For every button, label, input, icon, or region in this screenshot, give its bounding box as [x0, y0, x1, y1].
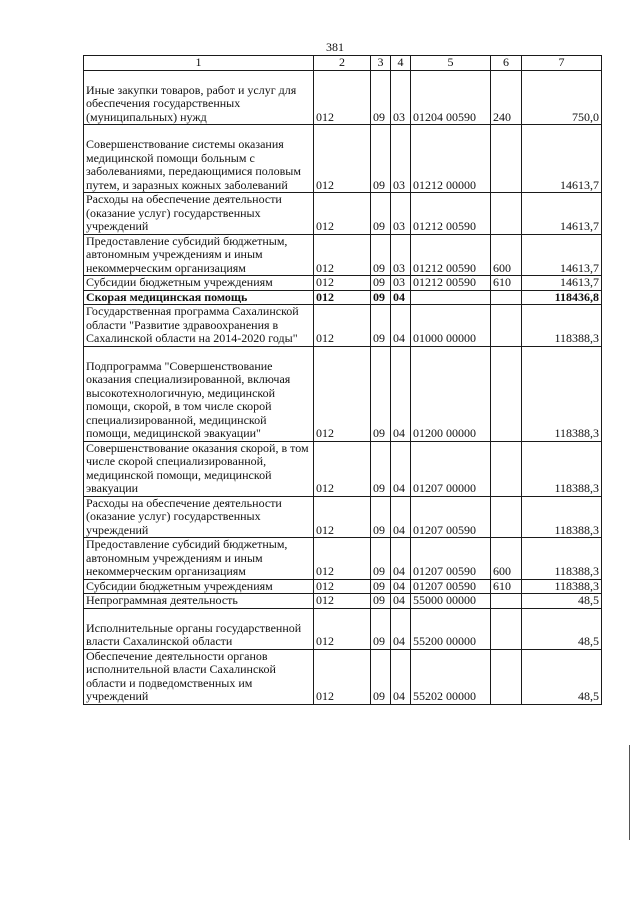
row-code-csr: 01212 00000 — [411, 125, 491, 193]
row-code-vr — [491, 496, 522, 538]
table-row — [84, 608, 602, 649]
row-code-rz: 09 — [371, 538, 391, 580]
row-name: Расходы на обеспечение деятельности (оказание услуг) государственных учреждений — [84, 496, 314, 538]
row-code-vr — [491, 346, 522, 441]
row-code-vr — [491, 608, 522, 649]
row-code-gr: 012 — [314, 71, 371, 125]
row-amount: 14613,7 — [522, 234, 602, 276]
row-code-gr: 012 — [314, 496, 371, 538]
row-code-gr: 012 — [314, 594, 371, 609]
row-code-rz: 09 — [371, 276, 391, 291]
row-amount: 118388,3 — [522, 441, 602, 496]
table-row — [84, 305, 602, 347]
row-code-csr: 01212 00590 — [411, 234, 491, 276]
row-amount: 14613,7 — [522, 125, 602, 193]
row-name: Исполнительные органы государственной власти Сахалинской области — [84, 608, 314, 649]
row-code-pr: 03 — [391, 276, 411, 291]
row-name: Предоставление субсидий бюджетным, автономным учреждениям и иным некоммерческим организациям — [84, 234, 314, 276]
row-name: Предоставление субсидий бюджетным, автономным учреждениям и иным некоммерческим организациям — [84, 538, 314, 580]
row-name: Совершенствование системы оказания медицинской помощи больным с заболеваниями, передающимися половым путем, и заразных кожных заболеваний — [84, 125, 314, 193]
row-code-pr: 03 — [391, 71, 411, 125]
row-code-gr: 012 — [314, 276, 371, 291]
column-header: 1 — [84, 56, 314, 71]
row-code-gr: 012 — [314, 608, 371, 649]
row-code-rz: 09 — [371, 125, 391, 193]
row-name: Иные закупки товаров, работ и услуг для обеспечения государственных (муниципальных) нужд — [84, 71, 314, 125]
row-name: Подпрограмма "Совершенствование оказания специализированной, включая высокотехнологичную, медицинской помощи, скорой, в том числе скорой специализированной, медицинской помощи, медицинской эвакуации" — [84, 346, 314, 441]
row-code-pr: 04 — [391, 594, 411, 609]
row-amount: 48,5 — [522, 649, 602, 704]
row-code-pr: 03 — [391, 234, 411, 276]
row-name: Государственная программа Сахалинской области "Развитие здравоохранения в Сахалинской области на 2014-2020 годы" — [84, 305, 314, 347]
row-code-gr: 012 — [314, 305, 371, 347]
row-name: Субсидии бюджетным учреждениям — [84, 276, 314, 291]
row-code-pr: 04 — [391, 441, 411, 496]
row-code-vr: 600 — [491, 234, 522, 276]
row-code-gr: 012 — [314, 649, 371, 704]
column-header: 3 — [371, 56, 391, 71]
row-amount: 48,5 — [522, 594, 602, 609]
row-code-gr: 012 — [314, 346, 371, 441]
row-code-pr: 03 — [391, 193, 411, 235]
table-row — [84, 71, 602, 125]
row-code-csr: 01200 00000 — [411, 346, 491, 441]
row-code-rz: 09 — [371, 71, 391, 125]
row-code-vr: 610 — [491, 579, 522, 594]
row-code-csr: 01207 00000 — [411, 441, 491, 496]
page-number: 381 — [326, 40, 344, 54]
row-code-csr: 55202 00000 — [411, 649, 491, 704]
row-name: Расходы на обеспечение деятельности (оказание услуг) государственных учреждений — [84, 193, 314, 235]
row-code-csr: 01207 00590 — [411, 496, 491, 538]
row-amount: 118388,3 — [522, 538, 602, 580]
table-row — [84, 290, 602, 305]
table-row — [84, 276, 602, 291]
table-row — [84, 496, 602, 538]
row-code-gr: 012 — [314, 441, 371, 496]
row-code-vr — [491, 290, 522, 305]
row-code-csr: 55000 00000 — [411, 594, 491, 609]
row-code-pr: 04 — [391, 608, 411, 649]
row-code-csr: 55200 00000 — [411, 608, 491, 649]
row-code-rz: 09 — [371, 193, 391, 235]
row-code-pr: 04 — [391, 305, 411, 347]
row-code-rz: 09 — [371, 649, 391, 704]
row-code-vr: 610 — [491, 276, 522, 291]
row-code-vr — [491, 305, 522, 347]
row-code-gr: 012 — [314, 538, 371, 580]
table-header-row — [84, 56, 602, 71]
table-row — [84, 193, 602, 235]
row-code-pr: 04 — [391, 290, 411, 305]
row-name: Субсидии бюджетным учреждениям — [84, 579, 314, 594]
row-code-csr: 01207 00590 — [411, 538, 491, 580]
column-header: 4 — [391, 56, 411, 71]
row-amount: 14613,7 — [522, 276, 602, 291]
table-row — [84, 346, 602, 441]
row-code-rz: 09 — [371, 608, 391, 649]
row-code-vr — [491, 441, 522, 496]
column-header: 2 — [314, 56, 371, 71]
budget-table — [83, 55, 602, 705]
table-row — [84, 579, 602, 594]
column-header: 6 — [491, 56, 522, 71]
row-code-csr: 01212 00590 — [411, 193, 491, 235]
table-row — [84, 441, 602, 496]
row-amount: 750,0 — [522, 71, 602, 125]
row-code-pr: 04 — [391, 579, 411, 594]
row-code-vr — [491, 594, 522, 609]
row-code-gr: 012 — [314, 234, 371, 276]
row-name: Совершенствование оказания скорой, в том числе скорой специализированной, медицинской помощи, медицинской эвакуации — [84, 441, 314, 496]
row-name: Обеспечение деятельности органов исполнительной власти Сахалинской области и подведомственных им учреждений — [84, 649, 314, 704]
row-code-csr: 01204 00590 — [411, 71, 491, 125]
row-code-gr: 012 — [314, 579, 371, 594]
row-code-gr: 012 — [314, 125, 371, 193]
row-code-rz: 09 — [371, 594, 391, 609]
table-row — [84, 594, 602, 609]
table-row — [84, 234, 602, 276]
column-header: 7 — [522, 56, 602, 71]
table-row — [84, 649, 602, 704]
row-code-rz: 09 — [371, 290, 391, 305]
row-code-vr — [491, 649, 522, 704]
row-amount: 14613,7 — [522, 193, 602, 235]
row-code-rz: 09 — [371, 579, 391, 594]
row-amount: 118388,3 — [522, 346, 602, 441]
row-amount: 118388,3 — [522, 496, 602, 538]
row-code-pr: 04 — [391, 649, 411, 704]
row-code-gr: 012 — [314, 193, 371, 235]
row-code-vr: 600 — [491, 538, 522, 580]
row-code-vr — [491, 125, 522, 193]
row-code-gr: 012 — [314, 290, 371, 305]
row-code-rz: 09 — [371, 234, 391, 276]
row-code-pr: 04 — [391, 538, 411, 580]
row-code-vr: 240 — [491, 71, 522, 125]
row-amount: 118388,3 — [522, 305, 602, 347]
row-amount: 118436,8 — [522, 290, 602, 305]
row-code-csr: 01212 00590 — [411, 276, 491, 291]
row-amount: 48,5 — [522, 608, 602, 649]
row-code-rz: 09 — [371, 441, 391, 496]
row-name: Непрограммная деятельность — [84, 594, 314, 609]
row-amount: 118388,3 — [522, 579, 602, 594]
row-code-pr: 03 — [391, 125, 411, 193]
row-code-pr: 04 — [391, 496, 411, 538]
row-code-rz: 09 — [371, 305, 391, 347]
row-code-pr: 04 — [391, 346, 411, 441]
table-row — [84, 538, 602, 580]
row-code-vr — [491, 193, 522, 235]
row-code-rz: 09 — [371, 496, 391, 538]
column-header: 5 — [411, 56, 491, 71]
table-row — [84, 125, 602, 193]
row-code-rz: 09 — [371, 346, 391, 441]
row-name: Скорая медицинская помощь — [84, 290, 314, 305]
row-code-csr: 01207 00590 — [411, 579, 491, 594]
row-code-csr: 01000 00000 — [411, 305, 491, 347]
scan-edge-mark — [629, 745, 630, 840]
row-code-csr — [411, 290, 491, 305]
